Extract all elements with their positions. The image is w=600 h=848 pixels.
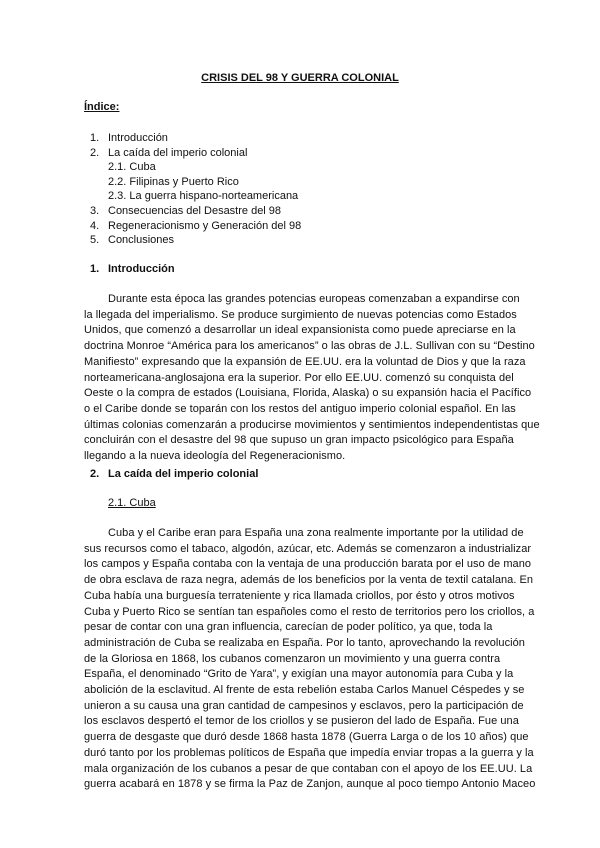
text-line: los campos y España contaba con la ventaja de una producción barata por el uso de mano — [84, 558, 532, 571]
toc-subitem — [90, 175, 301, 190]
text-line: doctrina Monroe “América para los americanos” o las obras de J.L. Sullivan con su “Destino — [84, 340, 535, 353]
text-line: norteamericana-anglosajona era la superior. Por ello EE.UU. comenzó su conquista del — [84, 371, 514, 384]
text-line: abolición de la esclavitud. Al frente de esta rebelión estaba Carlos Manuel Céspedes y se — [84, 684, 525, 697]
text-line: Cuba había una burguesía terrateniente y rica llamada criollos, por ésto y otros motivos — [84, 589, 515, 602]
toc-item-label: Conclusiones — [108, 234, 175, 247]
toc-item-label: Consecuencias del Desastre del 98 — [108, 204, 282, 217]
text-line: Cuba y Puerto Rico se sentían tan españoles como el resto de territorios pero los criollos, a — [84, 605, 535, 618]
text-line: guerra de desgaste que duró desde 1868 hasta 1878 (Guerra Larga o de los 10 años) que — [84, 731, 529, 744]
toc-item-label: Introducción — [108, 132, 168, 144]
table-of-contents — [90, 131, 301, 248]
text-line: Cuba y el Caribe eran para España una zona realmente importante por la utilidad de — [108, 527, 524, 539]
toc-item: 2. La caída del imperio colonial — [90, 146, 248, 159]
text-line: Unidos, que comenzó a desarrollar un ideal expansionista como puede apreciarse en la — [84, 324, 516, 337]
toc-subitem — [90, 160, 301, 175]
text-line: guerra acabará en 1878 y se firma la Paz de Zanjon, aunque al poco tiempo Antonio Maceo — [84, 778, 536, 791]
text-line: sus recursos como el tabaco, algodón, azúcar, etc. Además se comenzaron a industrializar — [84, 542, 532, 555]
text-line: España, el denominado “Grito de Yara”, y exigían una mayor autonomía para Cuba y la — [84, 668, 514, 681]
text-line: Durante esta época las grandes potencias europeas comenzaban a expandirse con — [108, 293, 520, 305]
toc-item: 3. Consecuencias del Desastre del 98 — [90, 204, 282, 217]
paragraph-cuba — [84, 526, 536, 793]
text-line: de la Gloriosa en 1868, los cubanos comenzaron un movimiento y una guerra contra — [84, 652, 501, 665]
text-line: o el Caribe donde se toparán con los restos del antiguo imperio colonial español. En las — [84, 402, 516, 415]
text-line: pesar de contar con una gran influencia, carecían de poder político, ya que, toda la — [84, 621, 493, 634]
text-line: de obra esclava de raza negra, además de los beneficios por la venta de textil catalana. En — [84, 574, 534, 587]
section-heading-introduccion: 1. Introducción — [90, 263, 175, 275]
toc-item-label: 2.1. Cuba — [108, 161, 156, 174]
toc-item-label: Regeneracionismo y Generación del 98 — [108, 219, 302, 232]
toc-item: 5. Conclusiones — [90, 234, 175, 247]
subsection-heading-cuba: 2.1. Cuba — [108, 497, 156, 509]
text-line: mala organización de los cubanos a pesar de que contaban con el apoyo de los EE.UU. La — [84, 762, 533, 775]
text-line: Manifiesto” expresando que la expansión de EE.UU. era la voluntad de Dios y que la raza — [84, 355, 526, 368]
text-line: la llegada del imperialismo. Se produce surgimiento de nuevas potencias como Estados — [84, 308, 517, 321]
text-line: concluirán con el desastre del 98 que supuso un gran impacto psicológico para España — [84, 434, 514, 447]
text-line: llegando a la nueva ideología del Regeneracionismo. — [84, 450, 346, 463]
toc-item-label: 2.2. Filipinas y Puerto Rico — [108, 175, 239, 188]
toc-item-label: La caída del imperio colonial — [108, 146, 248, 159]
text-line: últimas colonias comenzarán a producirse movimientos y sentimientos independentistas que — [84, 418, 540, 431]
toc-item: 4. Regeneracionismo y Generación del 98 — [90, 219, 302, 232]
document-title: CRISIS DEL 98 Y GUERRA COLONIAL — [201, 72, 399, 84]
toc-subitem — [90, 189, 301, 204]
toc-item: 1. Introducción — [90, 132, 168, 144]
toc-item-label: 2.3. La guerra hispano-norteamericana — [108, 190, 299, 203]
text-line: administración de Cuba se realizaba en España. Por lo tanto, aprovechando la revolución — [84, 636, 525, 649]
text-line: unieron a su causa una gran cantidad de campesinos y esclavos, pero la participación de — [84, 699, 524, 712]
index-heading: Índice: — [84, 101, 120, 113]
paragraph-introduccion — [84, 292, 540, 465]
text-line: duró tanto por los problemas políticos de España que impedía enviar tropas a la guerra y la — [84, 746, 534, 759]
section-heading-caida-imperio: 2. La caída del imperio colonial — [90, 468, 259, 480]
text-line: Oeste o la compra de estados (Louisiana, Florida, Alaska) o su expansión hacia el Pacífico — [84, 387, 532, 400]
text-line: los esclavos despertó el temor de los criollos y se pusieron del lado de España. Fue una — [84, 715, 519, 728]
